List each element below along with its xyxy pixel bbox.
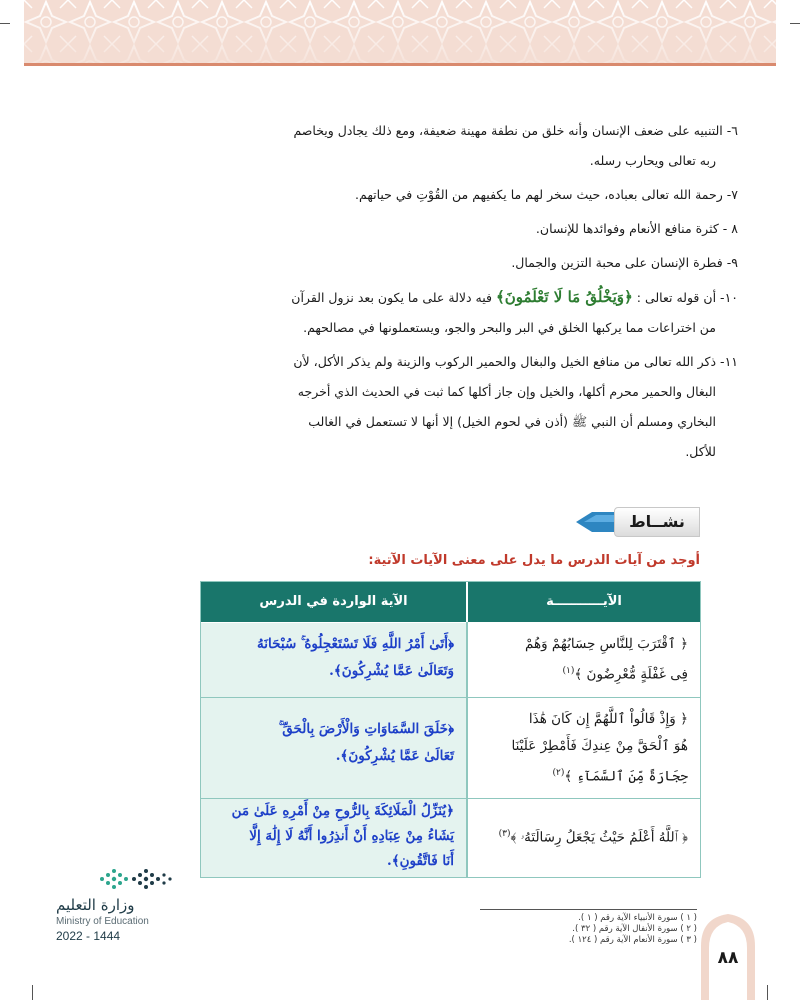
- verses-table: [200, 581, 701, 878]
- point-text: من اختراعات مما يركبها الخلق في البر والبحر والجو، ويستعملونها في مصالحهم.: [303, 320, 716, 335]
- ministry-logo: [56, 866, 176, 943]
- point-number: ٦-: [726, 123, 738, 138]
- point-number: ٩-: [726, 255, 738, 270]
- footnote-marker: (٣): [498, 829, 511, 839]
- table-cell-ayah: [468, 698, 700, 798]
- ministry-name-arabic: وزارة التعليم: [56, 896, 135, 914]
- crop-mark: [32, 985, 33, 1000]
- header-divider: [466, 582, 468, 622]
- column-divider: [466, 622, 468, 877]
- ministry-year: 2022 - 1444: [56, 929, 121, 943]
- footnote-marker: (٢): [552, 768, 565, 778]
- table-header: [201, 582, 700, 622]
- point-text: للأكل.: [685, 444, 716, 459]
- point-text: ربه تعالى ويحارب رسله.: [589, 153, 716, 168]
- point-text: أن قوله تعالى :: [636, 290, 717, 305]
- verse-line: ﴿ ٱقْتَرَبَ لِلنَّاسِ حِسَابُهُمْ وَهُمْ: [524, 636, 688, 652]
- verse-line: ﴿أَتَىٰ أَمْرُ اللَّهِ فَلَا تَسْتَعْجِلُوهُ ۚ سُبْحَانَهُ: [257, 636, 454, 652]
- verse-line: ﴿يُنَزِّلُ الْمَلَائِكَةَ بِالرُّوحِ مِنْ أَمْرِهِ عَلَىٰ مَن: [231, 803, 454, 819]
- verse-line: تَعَالَىٰ عَمَّا يُشْرِكُونَ﴾.: [335, 748, 454, 764]
- point-text: كثرة منافع الأنعام وفوائدها للإنسان.: [535, 221, 719, 236]
- verse-line: أَنَا فَاتَّقُونِ﴾.: [387, 853, 454, 869]
- verse-line: ﴿ ٱللَّهُ أَعْلَمُ حَيْثُ يَجْعَلُ رِسَالَتَهُۥ ﴾: [510, 829, 688, 846]
- quran-verse: ﴿وَيَخْلُقُ مَا لَا تَعْلَمُونَ﴾: [495, 288, 633, 306]
- point-text: فطرة الإنسان على محبة التزين والجمال.: [511, 255, 723, 270]
- table-cell-ayah: [468, 623, 700, 697]
- activity-header: [574, 507, 700, 537]
- ministry-dots-icon: [98, 866, 174, 892]
- point-10: [210, 282, 738, 343]
- point-text: ذكر الله تعالى من منافع الخيل والبغال والحمير الركوب والزينة ولم يذكر الأكل، لأن: [293, 354, 717, 369]
- footnote-marker: (١): [562, 666, 575, 676]
- footnote: ( ٣ ) سورة الأنعام الآية رقم ( ١٢٤ ).: [568, 935, 697, 945]
- table-cell-lesson: [201, 799, 466, 877]
- activity-title: نشــاط: [614, 507, 700, 537]
- point-7: [210, 180, 738, 210]
- table-cell-ayah: [468, 799, 700, 877]
- point-text: البخاري ومسلم أن النبي ﷺ (أذن في لحوم الخيل) إلا أنها لا تستعمل في الغالب: [308, 414, 716, 429]
- table-cell-lesson: [201, 698, 466, 798]
- verse-line: ﴿ وَإِذْ قَالُواْ ٱللَّهُمَّ إِن كَانَ هَٰذَا: [528, 711, 688, 727]
- page-number-tab: [697, 912, 759, 1000]
- point-text: البغال والحمير محرم أكلها، والخيل وإن جاز أكلها كما ثبت في الحديث الذي أخرجه: [297, 384, 716, 399]
- point-text: فيه دلالة على ما يكون بعد نزول القرآن: [291, 290, 492, 305]
- verse-line: يَشَاءُ مِنْ عِبَادِهِ أَنْ أَنذِرُوا أَنَّهُ لَا إِلَٰهَ إِلَّا: [249, 828, 454, 844]
- decorative-banner: [24, 0, 776, 66]
- verse-line: وَتَعَالَىٰ عَمَّا يُشْرِكُونَ﴾.: [329, 663, 454, 679]
- table-cell-lesson: [201, 623, 466, 697]
- point-9: [210, 248, 738, 278]
- column-header-ayah: الآيـــــــــــة: [546, 594, 622, 609]
- point-number: ٧-: [726, 187, 738, 202]
- lesson-points: [210, 116, 738, 471]
- point-6: [210, 116, 738, 176]
- point-number: ٨ -: [722, 221, 738, 236]
- point-8: [210, 214, 738, 244]
- crop-mark: [790, 23, 800, 24]
- verse-line: ﴿خَلَقَ السَّمَاوَاتِ وَالْأَرْضَ بِالْحَقِّ ۚ: [278, 721, 454, 737]
- footnote: ( ١ ) سورة الأنبياء الآية رقم ( ١ ).: [578, 913, 697, 923]
- point-number: ١١-: [720, 354, 738, 369]
- activity-instruction: أوجد من آيات الدرس ما يدل على معنى الآيات الآتية:: [368, 553, 700, 568]
- verse-line: فِى غَفْلَةٍ مُّعْرِضُونَ ﴾: [574, 666, 688, 683]
- point-11: [210, 347, 738, 467]
- verse-line: هُوَ ٱلْحَقَّ مِنْ عِندِكَ فَأَمْطِرْ عَلَيْنَا: [511, 738, 688, 754]
- footnote: ( ٢ ) سورة الأنفال الآية رقم ( ٣٢ ).: [572, 924, 697, 934]
- column-header-lesson: الآية الواردة في الدرس: [259, 594, 408, 609]
- page-number: ٨٨: [717, 948, 739, 968]
- point-text: التنبيه على ضعف الإنسان وأنه خلق من نطفة مهينة ضعيفة، ومع ذلك يجادل ويخاصم: [293, 123, 723, 138]
- point-text: رحمة الله تعالى بعباده، حيث سخر لهم ما يكفيهم من القُوْتِ في حياتهم.: [355, 187, 723, 202]
- verse-line: حِجَارَةً مِّنَ ٱلسَّمَآءِ ﴾: [564, 768, 688, 785]
- point-number: ١٠-: [720, 290, 738, 305]
- footnotes: [470, 913, 697, 946]
- footnote-rule: [480, 909, 697, 910]
- ministry-name-english: Ministry of Education: [56, 916, 149, 927]
- crop-mark: [767, 985, 768, 1000]
- crop-mark: [0, 23, 10, 24]
